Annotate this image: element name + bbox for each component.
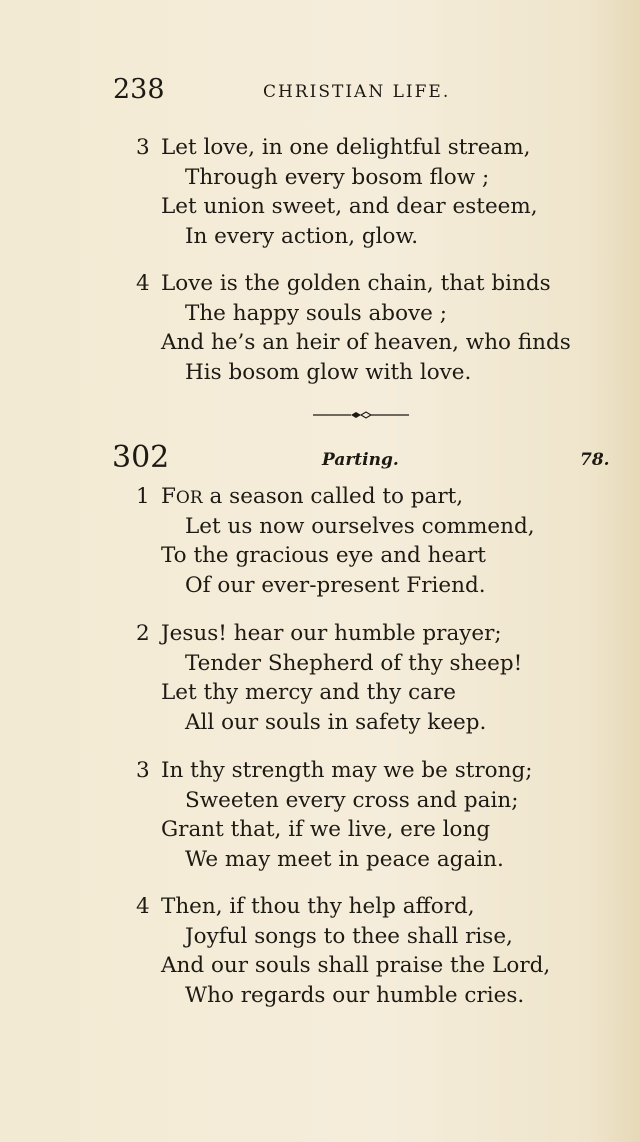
- verse-line-rest: a season called to part,: [202, 484, 464, 509]
- page-header: [113, 74, 473, 110]
- verse-line: In thy strength may we be strong;: [161, 758, 533, 783]
- verse-line: Tender Shepherd of thy sheep!: [185, 650, 523, 676]
- page-number: 238: [113, 74, 165, 105]
- verse-line: In every action, glow.: [185, 223, 419, 249]
- verse-line: We may meet in peace again.: [185, 846, 504, 872]
- verse-line: And our souls shall praise the Lord,: [161, 953, 551, 978]
- verse-line: Let union sweet, and dear esteem,: [161, 194, 538, 219]
- verse-line: Let love, in one delightful stream,: [161, 135, 531, 160]
- drop-initial: F: [161, 484, 176, 509]
- verse-line: Who regards our humble cries.: [185, 982, 525, 1008]
- verse-line: Jesus! hear our humble prayer;: [161, 621, 502, 646]
- verse-line: Grant that, if we live, ere long: [161, 817, 491, 842]
- verse-line: Then, if thou thy help afford,: [161, 894, 475, 919]
- small-caps-word: OR: [175, 488, 203, 508]
- hymn-heading: [112, 440, 632, 480]
- stanza-number: 4: [136, 894, 150, 919]
- stanza-number: 3: [136, 758, 150, 783]
- hymn-number: 302: [112, 440, 170, 475]
- verse-line: The happy souls above ;: [185, 300, 447, 326]
- verse-line: [161, 482, 463, 514]
- hymn-title: Parting.: [322, 450, 399, 470]
- verse-line: Love is the golden chain, that binds: [161, 271, 551, 296]
- verse-line: His bosom glow with love.: [185, 359, 472, 385]
- stanza-number: 2: [136, 621, 150, 646]
- verse-line: Let thy mercy and thy care: [161, 680, 456, 705]
- meter-reference: 78.: [580, 450, 610, 470]
- verse-line: All our souls in safety keep.: [185, 709, 487, 735]
- running-head: CHRISTIAN LIFE.: [263, 82, 451, 102]
- stanza-number: 1: [136, 484, 150, 509]
- verse-line: Through every bosom flow ;: [185, 164, 490, 190]
- verse-line: To the gracious eye and heart: [161, 543, 486, 568]
- ornament-divider: [313, 410, 409, 420]
- verse-line: Let us now ourselves commend,: [185, 513, 535, 539]
- stanza-number: 3: [136, 135, 150, 160]
- verse-line: Joyful songs to thee shall rise,: [185, 923, 513, 949]
- stanza-number: 4: [136, 271, 150, 296]
- verse-line: And he’s an heir of heaven, who finds: [161, 330, 571, 355]
- verse-line: Sweeten every cross and pain;: [185, 787, 519, 813]
- verse-line: Of our ever-present Friend.: [185, 572, 486, 598]
